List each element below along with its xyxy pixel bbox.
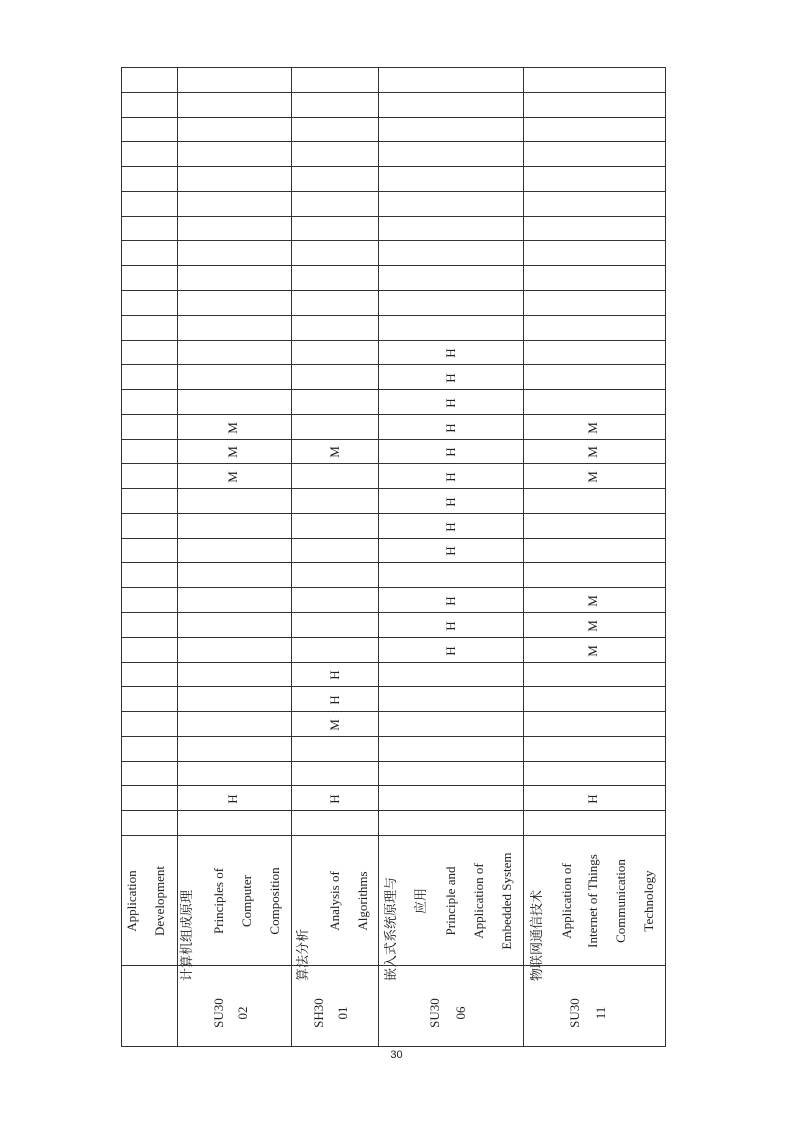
- row-divider: [122, 216, 665, 217]
- row-divider: [122, 538, 665, 539]
- support-level-mark: M: [225, 446, 240, 458]
- row-divider: [122, 92, 665, 93]
- course-code: SU30: [211, 998, 226, 1028]
- course-name-line: Application of: [471, 863, 486, 939]
- course-code: SU30: [567, 998, 582, 1028]
- row-divider: [122, 463, 665, 464]
- row-divider: [122, 587, 665, 588]
- course-code: SU30: [427, 998, 442, 1028]
- support-level-mark: M: [327, 446, 342, 458]
- course-name-line: Principle and: [443, 866, 458, 936]
- course-name-line: Development: [152, 865, 167, 937]
- row-divider: [122, 439, 665, 440]
- row-divider: [122, 414, 665, 415]
- row-divider: [122, 513, 665, 514]
- course-code: 02: [235, 1006, 250, 1020]
- course-name-line: Technology: [641, 870, 656, 932]
- row-divider: [122, 488, 665, 489]
- support-level-mark: H: [443, 620, 458, 631]
- page-number: 30: [390, 1049, 403, 1061]
- support-level-mark: H: [443, 422, 458, 433]
- course-name-cn: 计算机组成原理: [179, 889, 194, 981]
- row-divider: [122, 662, 665, 663]
- course-code: SH30: [311, 998, 326, 1028]
- support-level-mark: M: [585, 470, 600, 483]
- row-divider: [122, 141, 665, 142]
- course-name-line: Internet of Things: [585, 854, 600, 948]
- course-name-line: Application of: [559, 863, 574, 939]
- support-level-mark: H: [443, 397, 458, 408]
- course-name-cn: 算法分析: [295, 928, 310, 981]
- support-level-mark: H: [585, 793, 600, 804]
- row-divider: [122, 711, 665, 712]
- support-level-mark: H: [327, 793, 342, 804]
- column-divider: [378, 68, 379, 1046]
- row-divider: [122, 315, 665, 316]
- support-level-mark: H: [443, 645, 458, 656]
- column-divider: [523, 68, 524, 1046]
- support-level-mark: H: [327, 670, 342, 680]
- row-divider: [122, 240, 665, 241]
- row-divider: [122, 612, 665, 613]
- course-name-line: Computer: [239, 875, 254, 927]
- column-divider: [177, 68, 178, 1046]
- support-level-mark: M: [225, 421, 240, 434]
- course-name-line: Algorithms: [355, 871, 370, 931]
- support-level-mark: H: [443, 471, 458, 482]
- support-level-mark: H: [443, 447, 458, 457]
- row-divider: [122, 290, 665, 291]
- row-divider: [122, 562, 665, 563]
- support-level-mark: M: [585, 619, 600, 632]
- course-name-line: Composition: [267, 867, 282, 935]
- row-divider: [122, 686, 665, 687]
- support-level-mark: M: [585, 446, 600, 458]
- support-level-mark: M: [585, 594, 600, 607]
- support-level-mark: H: [443, 595, 458, 606]
- row-divider: [122, 736, 665, 737]
- row-divider: [122, 340, 665, 341]
- course-name-cn: 应用: [413, 888, 428, 915]
- column-divider: [291, 68, 292, 1046]
- support-level-mark: M: [327, 718, 342, 731]
- course-name-line: Communication: [613, 859, 628, 943]
- course-name-line: Embedded System: [499, 852, 514, 950]
- support-level-mark: M: [225, 470, 240, 483]
- support-level-mark: H: [443, 521, 458, 532]
- row-divider: [122, 265, 665, 266]
- row-divider: [122, 117, 665, 118]
- row-divider: [122, 785, 665, 786]
- course-name-cn: 物联网通信技术: [529, 889, 544, 981]
- support-level-mark: H: [225, 793, 240, 804]
- row-divider: [122, 810, 665, 811]
- course-matrix-table: [121, 67, 666, 1047]
- row-divider: [122, 166, 665, 167]
- row-divider: [122, 191, 665, 192]
- support-level-mark: H: [443, 372, 458, 383]
- support-level-mark: M: [585, 421, 600, 434]
- row-divider: [122, 389, 665, 390]
- course-code: 06: [453, 1006, 468, 1020]
- row-divider: [122, 761, 665, 762]
- row-divider: [122, 364, 665, 365]
- course-name-line: Analysis of: [327, 871, 342, 931]
- support-level-mark: H: [327, 694, 342, 705]
- course-name-line: Application: [124, 870, 139, 932]
- support-level-mark: H: [443, 496, 458, 507]
- course-name-line: Principles of: [211, 867, 226, 935]
- course-name-cn: 嵌入式系统原理与: [383, 876, 398, 981]
- course-code: 01: [335, 1006, 350, 1020]
- row-divider: [122, 637, 665, 638]
- course-code: 11: [593, 1006, 608, 1020]
- support-level-mark: H: [443, 546, 458, 556]
- support-level-mark: M: [585, 644, 600, 657]
- support-level-mark: H: [443, 348, 458, 358]
